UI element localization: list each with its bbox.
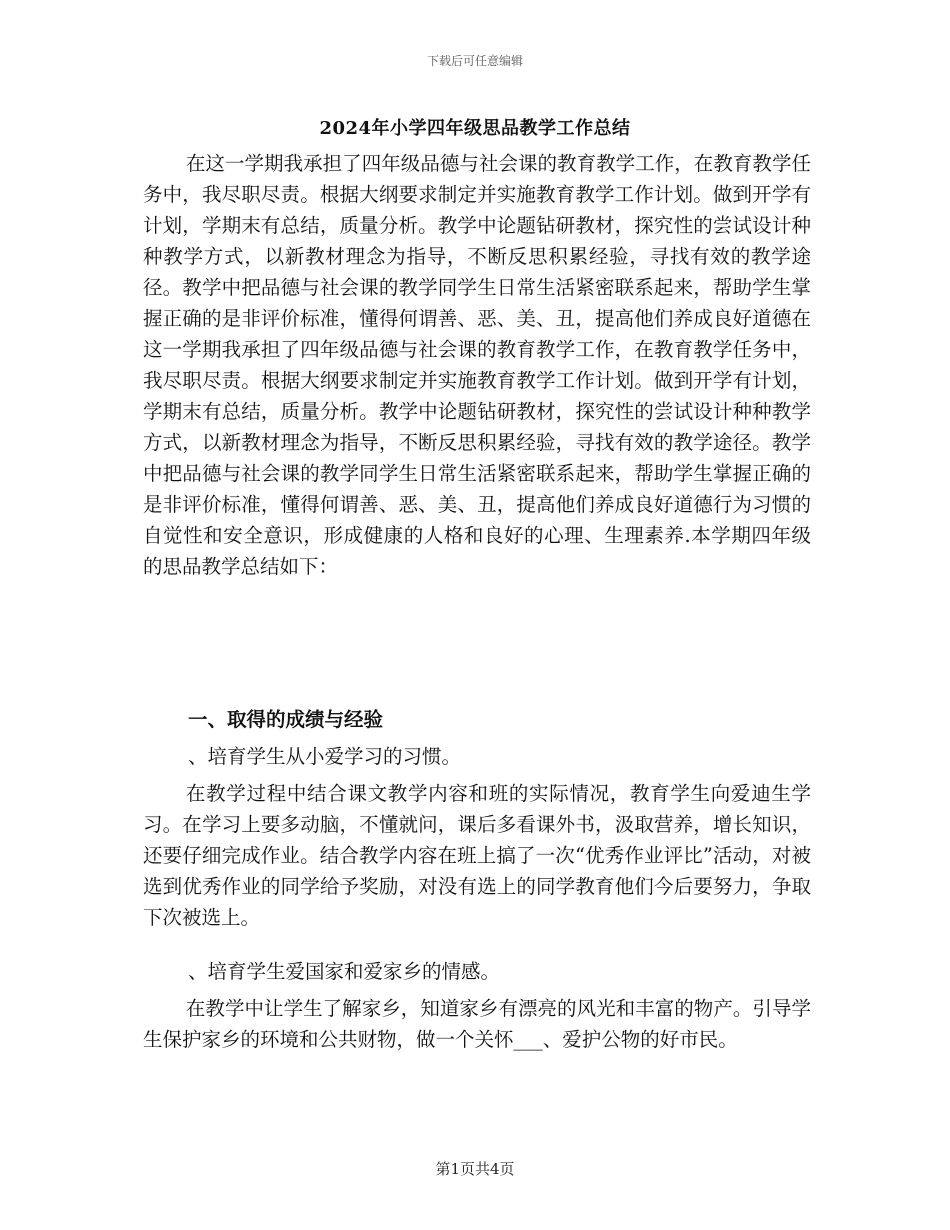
item1-title: 、培育学生从小爱学习的习惯。 [188,745,462,768]
item2-title: 、培育学生爱国家和爱家乡的情感。 [188,960,501,983]
document-title: 2024年小学四年级思品教学工作总结 [319,118,631,139]
item2-body: 在教学中让学生了解家乡，知道家乡有漂亮的风光和丰富的物产。引导学生保护家乡的环境和公共财物，做一个关怀___、爱护公物的好市民。 [143,997,811,1051]
item1-body: 在教学过程中结合课文教学内容和班的实际情况，教育学生向爱迪生学习。在学习上要多动脑，不懂就问，课后多看课外书，汲取营养，增长知识，还要仔细完成作业。结合教学内容在班上搞了一次“优秀作业评比”活动，对被选到优秀作业的同学给予奖励，对没有选上的同学教育他们今后要努力，争取下次被选上。 [143,782,811,929]
page-footer: 第1页共4页 [435,1160,515,1178]
header-note: 下载后可任意编辑 [426,54,523,68]
intro-paragraph: 在这一学期我承担了四年级品德与社会课的教育教学工作，在教育教学任务中，我尽职尽责。根据大纲要求制定并实施教育教学工作计划。做到开学有计划，学期末有总结，质量分析。教学中论题钻研教材，探究性的尝试设计种种教学方式，以新教材理念为指导，不断反思积累经验，寻找有效的教学途径。教学中把品德与社会课的教学同学生日常生活紧密联系起来，帮助学生掌握正确的是非评价标准，懂得何谓善、恶、美、丑，提高他们养成良好道德在这一学期我承担了四年级品德与社会课的教育教学工作，在教育教学任务中，我尽职尽责。根据大纲要求制定并实施教育教学工作计划。做到开学有计划，学期末有总结，质量分析。教学中论题钻研教材，探究性的尝试设计种种教学方式，以新教材理念为指导，不断反思积累经验，寻找有效的教学途径。教学中把品德与社会课的教学同学生日常生活紧密联系起来，帮助学生掌握正确的是非评价标准，懂得何谓善、恶、美、丑，提高他们养成良好道德行为习惯的自觉性和安全意识，形成健康的人格和良好的心理、生理素养.本学期四年级的思品教学总结如下： [143,152,811,578]
section1-heading: 一、取得的成绩与经验 [188,708,384,731]
